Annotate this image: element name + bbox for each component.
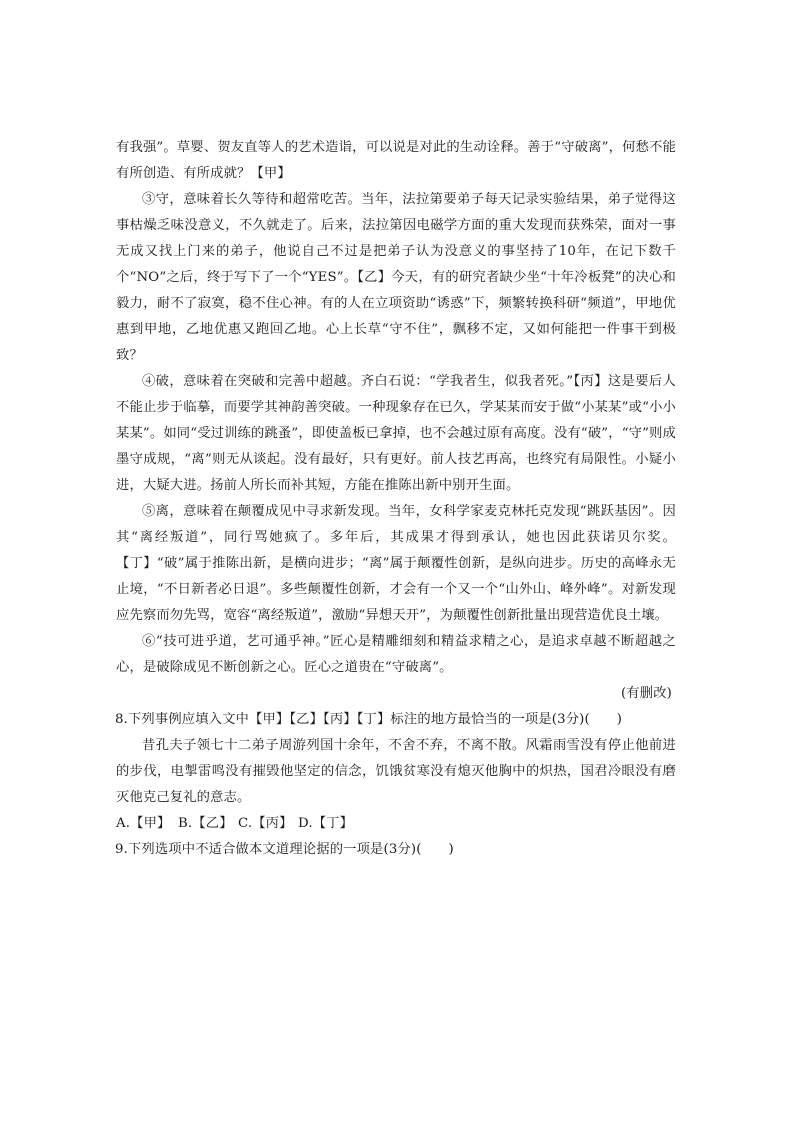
paragraph-li: ⑤离，意味着在颠覆成见中寻求新发现。当年，女科学家麦克林托克发现“跳跃基因”。因其“离经叛道”，同行骂她疯了。多年后，其成果才得到承认，她也因此获诺贝尔奖。【丁】“破”属于推陈出新，是横向进步；“离”属于颠覆性创新，是纵向进步。历史的高峰永无止境，“不日新者必日退”。多些颠覆性创新，才会有一个又一个“山外山、峰外峰”。对新发现应先察而勿先骂，宽容“离经叛道”，激励“异想天开”，为颠覆性创新批量出现营造优良土壤。 [116, 504, 676, 623]
paragraph-shou: ③守，意味着长久等待和超常吃苦。当年，法拉第要弟子每天记录实验结果，弟子觉得这事枯燥乏味没意义，不久就走了。后来，法拉第因电磁学方面的重大发现而获殊荣，面对一事无成又找上门来的弟子，他说自己不过是把弟子认为没意义的事坚持了10年，在记下数千个“NO”之后，终于写下了一个“YES”。【乙】今天，有的研究者缺少坐“十年冷板凳”的决心和毅力，耐不了寂寞，稳不住心神。有的人在立项资助“诱惑”下，频繁转换科研“频道”，甲地优惠到甲地，乙地优惠又跑回乙地。心上长草“守不住”，飘移不定，又如何能把一件事干到极致？ [116, 192, 676, 363]
question-9-stem: 9.下列选项中不适合做本文道理论据的一项是(3分)( ) [115, 842, 454, 857]
source-note: (有删改) [620, 686, 672, 701]
question-8-passage: 昔孔夫子领七十二弟子周游列国十余年，不舍不弃，不离不散。风霜雨雪没有停止他前进的步伐，电掣雷鸣没有摧毁他坚定的信念，饥饿贫寒没有熄灭他胸中的炽热，国君冷眼没有磨灭他克己复礼的意志。 [116, 738, 676, 805]
paragraph-po: ④破，意味着在突破和完善中超越。齐白石说：“学我者生，似我者死。”【丙】这是要后人不能止步于临摹，而要学其神韵善突破。一种现象存在已久，学某某而安于做“小某某”或“小小某某”。如同“受过训练的跳蚤”，即使盖板已拿掉，也不会越过原有高度。没有“破”，“守”则成墨守成规，“离”则无从谈起。没有最好，只有更好。前人技艺再高，也终究有局限性。小疑小进，大疑大进。扬前人所长而补其短，方能在推陈出新中别开生面。 [116, 374, 676, 493]
paragraph-conclusion: ⑥“技可进乎道，艺可通乎神。”匠心是精雕细刻和精益求精之心，是追求卓越不断超越之心，是破除成见不断创新之心。匠心之道贵在“守破离”。 [116, 634, 676, 675]
question-8-options [116, 811, 676, 837]
option-d[interactable]: D.【丁】 [298, 816, 354, 831]
document-body [116, 135, 676, 863]
option-c[interactable]: C.【丙】 [238, 816, 293, 831]
question-8-stem: 8.下列事例应填入文中【甲】【乙】【丙】【丁】标注的地方最恰当的一项是(3分)( ) [115, 712, 623, 727]
paragraph-intro-tail: 有我强”。草婴、贺友直等人的艺术造诣，可以说是对此的生动诠释。善于“守破离”，何愁不能有所创造、有所成就？【甲】 [116, 140, 676, 181]
option-a[interactable]: A.【甲】 [116, 816, 171, 831]
option-b[interactable]: B.【乙】 [178, 816, 233, 831]
